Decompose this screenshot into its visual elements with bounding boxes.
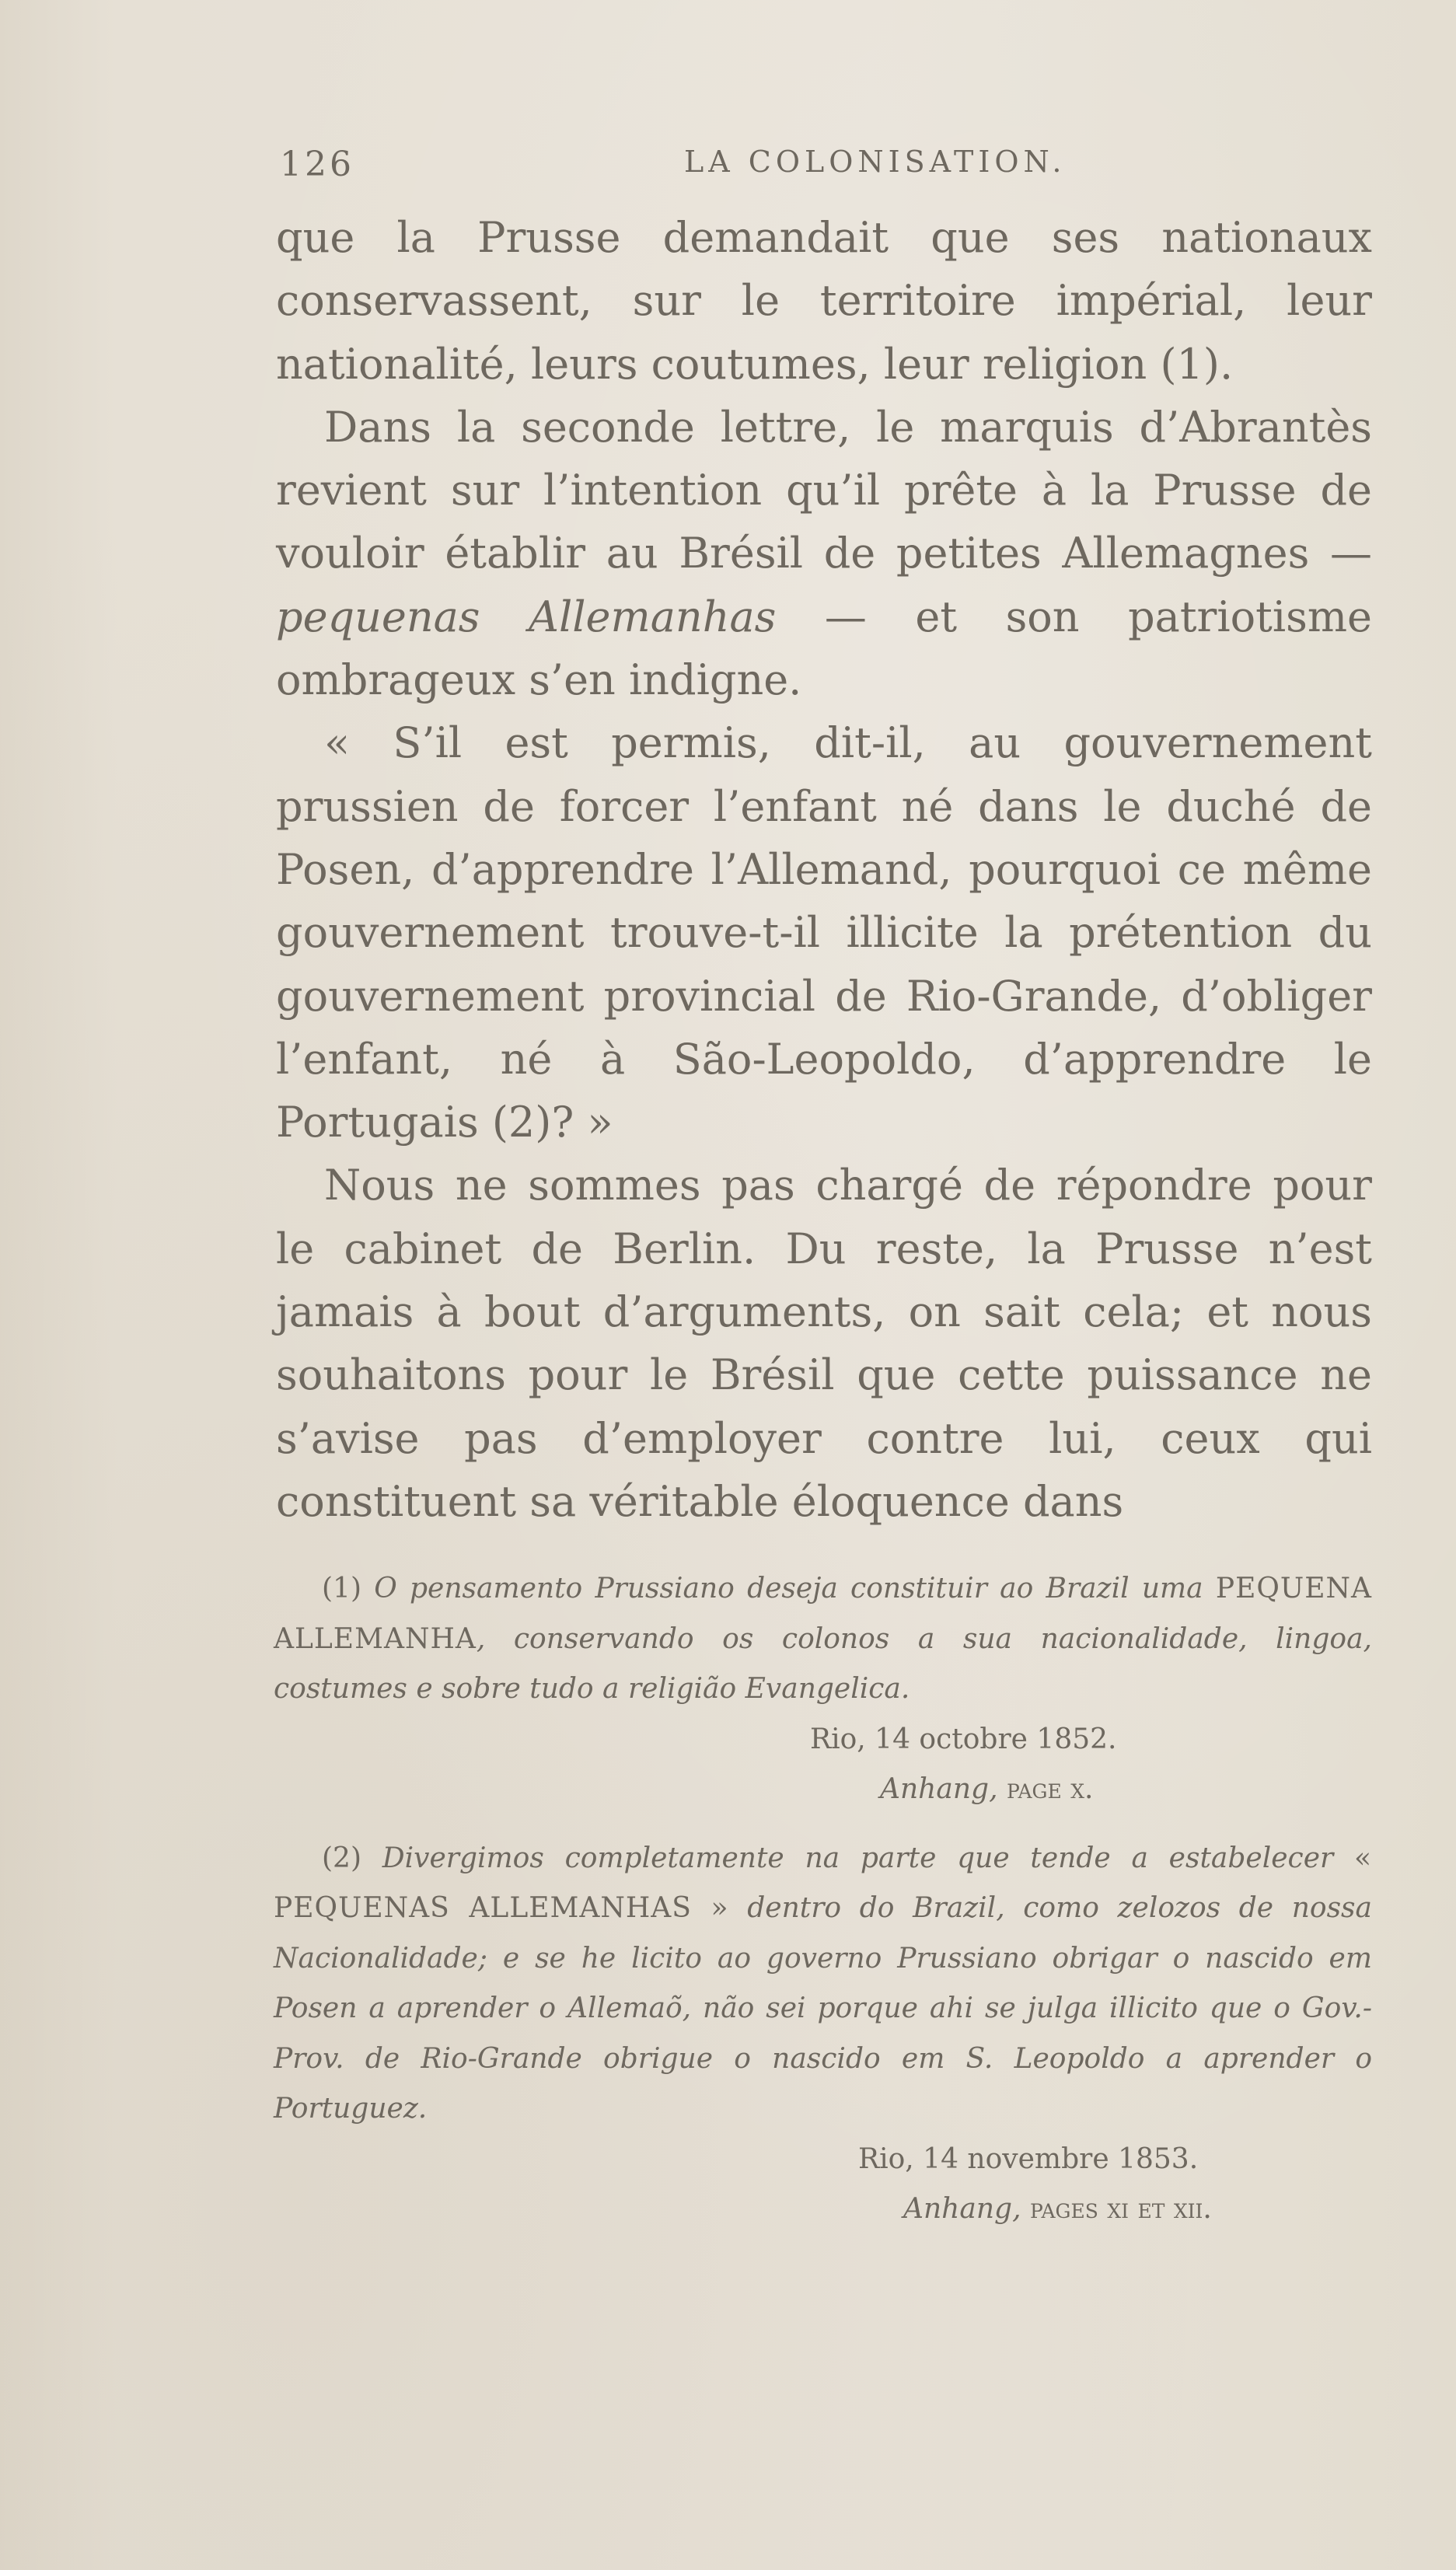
paragraph-2-text-a: Dans la seconde lettre, le marquis d’Abrantès revient sur l’intention qu’il prête à la Prusse de vouloir établir au Brésil de petites Allemagnes —	[276, 402, 1372, 578]
paragraph-2	[276, 396, 1372, 711]
footnote-1-number: (1)	[322, 1573, 375, 1605]
footnote-2-source	[274, 2184, 1372, 2235]
footnotes	[274, 1564, 1372, 2235]
running-title: LA COLONISATION.	[684, 145, 1067, 179]
page-number: 126	[280, 145, 354, 184]
footnote-2-source-pages: pages xi et xii.	[1021, 2193, 1212, 2225]
footnote-1-source-name: Anhang,	[880, 1773, 998, 1805]
footnote-1	[274, 1564, 1372, 1715]
footnote-1-place-date: Rio, 14 octobre 1852.	[810, 1723, 1117, 1755]
footnote-2-text-b: dentro do Brazil, como zelozos de nossa Nacionalidade; e se he licito ao governo Prussiano obrigar o nascido em Posen a aprender o Allemaõ, não sei porque ahi se julga illicito que o Gov.-Prov. de Rio-Grande obrigue o nascido em S. Leopoldo a aprender o Portuguez.	[274, 1892, 1372, 2125]
paragraph-1: que la Prusse demandait que ses nationaux conservassent, sur le territoire impérial, leur nationalité, leurs coutumes, leur religion (1).	[276, 213, 1372, 389]
footnote-1-caps: PEQUENA ALLEMANHA	[274, 1573, 1373, 1655]
footnote-1-text-b: , conservando os colonos a sua nacionalidade, lingoa, costumes e sobre tudo a religião Evangelica.	[274, 1622, 1372, 1705]
footnote-2-place-date: Rio, 14 novembre 1853.	[858, 2142, 1199, 2175]
footnote-2-caps: « PEQUENAS ALLEMANHAS »	[274, 1842, 1373, 1924]
running-header	[280, 145, 1384, 191]
paragraph-2-text-c: — et son patriotisme ombrageux s’en indigne.	[276, 592, 1372, 705]
paragraph-2-italic-phrase: pequenas Allemanhas	[276, 592, 777, 641]
footnote-1-source	[274, 1765, 1372, 1815]
footnote-2-number: (2)	[322, 1842, 382, 1874]
footnote-2	[274, 1834, 1372, 2135]
footnote-1-source-pages: page x.	[997, 1773, 1094, 1805]
footnote-2-source-name: Anhang,	[903, 2193, 1021, 2225]
main-text	[276, 206, 1372, 1533]
footnote-1-text-a: O pensamento Prussiano deseja constituir ao Brazil uma	[374, 1573, 1216, 1605]
paragraph-4: Nous ne sommes pas chargé de répondre pour le cabinet de Berlin. Du reste, la Prusse n’est jamais à bout d’arguments, on sait cela; et nous souhaitons pour le Brésil que cette puissance ne s’avise pas d’employer contre lui, ceux qui constituent sa véritable éloquence dans	[276, 1161, 1372, 1526]
paragraph-3-quotation: « S’il est permis, dit-il, au gouvernement prussien de forcer l’enfant né dans le duché de Posen, d’apprendre l’Allemand, pourquoi ce même gouvernement trouve-t-il illicite la prétention du gouvernement provincial de Rio-Grande, d’obliger l’enfant, né à São-Leopoldo, d’apprendre le Portugais (2)? »	[276, 718, 1372, 1147]
footnote-2-text-a: Divergimos completamente na parte que tende a estabelecer	[382, 1842, 1354, 1874]
